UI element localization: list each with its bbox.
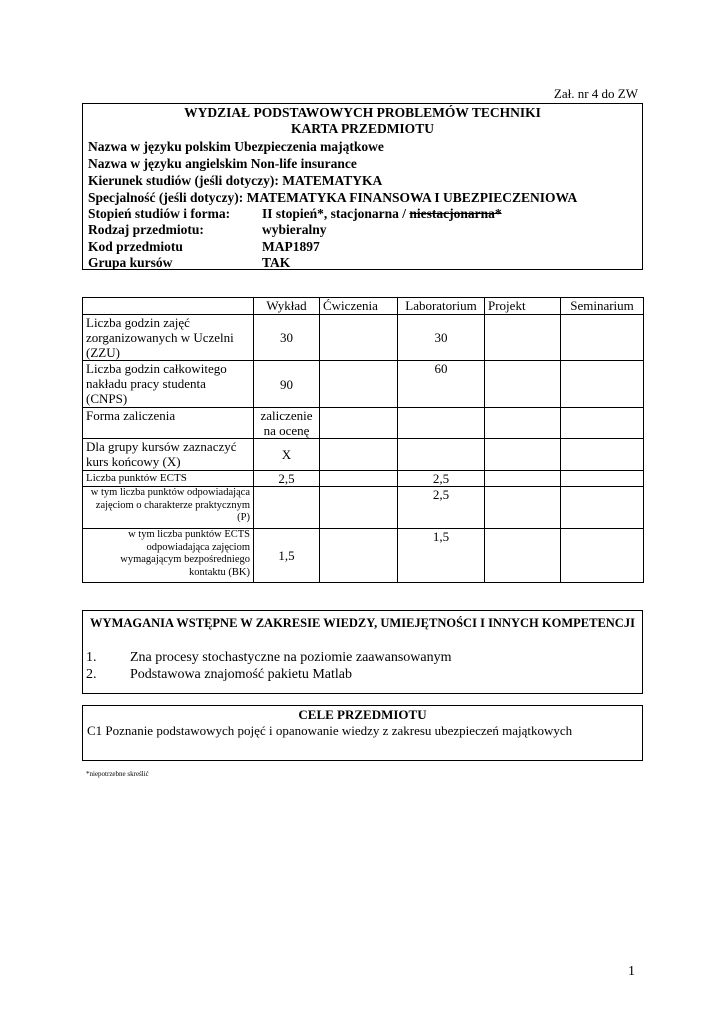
- degree-label: Stopień studiów i forma:: [88, 206, 231, 221]
- course-header-box: [82, 103, 643, 270]
- cell: [320, 439, 398, 471]
- cell: [398, 439, 485, 471]
- row-label: w tym liczba punktów odpowiadająca zajęciom o charakterze praktycznym (P): [83, 487, 254, 529]
- header-corner: [83, 298, 254, 315]
- cell: [254, 487, 320, 529]
- list-item: [86, 666, 352, 683]
- cell: 2,5: [398, 487, 485, 529]
- group-value: TAK: [262, 255, 291, 270]
- table-header-row: [83, 298, 644, 315]
- cell: [320, 315, 398, 361]
- cell: 90: [254, 361, 320, 408]
- cell: 2,5: [254, 471, 320, 487]
- code-row: [88, 238, 638, 255]
- cell: [485, 487, 561, 529]
- group-label: Grupa kursów: [88, 255, 173, 270]
- page-number: 1: [628, 964, 635, 979]
- name-pl: Nazwa w języku polskim Ubezpieczenia majątkowe: [88, 139, 384, 154]
- cell: [485, 529, 561, 583]
- table-row: [83, 471, 644, 487]
- row-label: Liczba punktów ECTS: [83, 471, 254, 487]
- cell: 30: [254, 315, 320, 361]
- col-header: Ćwiczenia: [320, 298, 398, 315]
- footnote: *niepotrzebne skreślić: [86, 770, 149, 778]
- faculty-title: WYDZIAŁ PODSTAWOWYCH PROBLEMÓW TECHNIKI: [184, 105, 541, 120]
- cell: [561, 439, 644, 471]
- col-header: Wykład: [254, 298, 320, 315]
- cell: 30: [398, 315, 485, 361]
- cell: [320, 529, 398, 583]
- card-title: KARTA PRZEDMIOTU: [291, 121, 434, 136]
- cell: zaliczenie na ocenę: [254, 408, 320, 439]
- specialty: Specjalność (jeśli dotyczy): MATEMATYKA FINANSOWA I UBEZPIECZENIOWA: [88, 190, 578, 205]
- cell: [320, 361, 398, 408]
- list-item-text: Podstawowa znajomość pakietu Matlab: [130, 667, 353, 682]
- cell: [561, 529, 644, 583]
- row-label: Dla grupy kursów zaznaczyć kurs końcowy (X): [83, 439, 254, 471]
- table-row: [83, 361, 644, 408]
- cell: [320, 487, 398, 529]
- cell: [485, 471, 561, 487]
- requirements-title: WYMAGANIA WSTĘPNE W ZAKRESIE WIEDZY, UMIEJĘTNOŚCI I INNYCH KOMPETENCJI: [90, 616, 635, 630]
- degree-struck: niestacjonarna*: [409, 206, 502, 221]
- cell: [485, 439, 561, 471]
- table-row: [83, 487, 644, 529]
- type-value: wybieralny: [262, 222, 327, 237]
- cell: 2,5: [398, 471, 485, 487]
- field-of-study: Kierunek studiów (jeśli dotyczy): MATEMATYKA: [88, 173, 383, 188]
- table-row: [83, 315, 644, 361]
- goal-c1: C1 Poznanie podstawowych pojęć i opanowanie wiedzy z zakresu ubezpieczeń majątkowych: [87, 723, 573, 738]
- cell: [485, 315, 561, 361]
- col-header: Laboratorium: [398, 298, 485, 315]
- cell: [485, 408, 561, 439]
- requirements-box: [82, 610, 643, 694]
- col-header: Projekt: [485, 298, 561, 315]
- cell: [320, 408, 398, 439]
- code-label: Kod przedmiotu: [88, 239, 183, 254]
- col-header: Seminarium: [561, 298, 644, 315]
- row-label: w tym liczba punktów ECTS odpowiadająca zajęciom wymagającym bezpośredniego kontaktu (BK): [83, 529, 254, 583]
- cell: 60: [398, 361, 485, 408]
- cell: [561, 408, 644, 439]
- type-row: [88, 221, 638, 238]
- cell: [320, 471, 398, 487]
- type-label: Rodzaj przedmiotu:: [88, 222, 204, 237]
- cell: [561, 487, 644, 529]
- row-label: Forma zaliczenia: [83, 408, 254, 439]
- table-row: [83, 408, 644, 439]
- hours-table: [82, 297, 644, 583]
- cell: [485, 361, 561, 408]
- list-item-number: 1.: [86, 650, 97, 665]
- row-label: Liczba godzin całkowitego nakładu pracy studenta (CNPS): [83, 361, 254, 408]
- cell: [561, 315, 644, 361]
- row-label: Liczba godzin zajęć zorganizowanych w Uczelni (ZZU): [83, 315, 254, 361]
- degree-row: [88, 205, 638, 222]
- goals-box: [82, 705, 643, 761]
- cell: 1,5: [254, 529, 320, 583]
- name-en: Nazwa w języku angielskim Non-life insurance: [88, 156, 357, 171]
- goals-title: CELE PRZEDMIOTU: [298, 707, 427, 722]
- cell: [561, 471, 644, 487]
- cell: [398, 408, 485, 439]
- list-item-text: Zna procesy stochastyczne na poziomie zaawansowanym: [130, 650, 452, 665]
- code-value: MAP1897: [262, 239, 320, 254]
- cell: [561, 361, 644, 408]
- cell: X: [254, 439, 320, 471]
- annex-label: Zał. nr 4 do ZW: [553, 86, 638, 101]
- list-item-number: 2.: [86, 667, 97, 682]
- cell: 1,5: [398, 529, 485, 583]
- list-item: [86, 649, 452, 666]
- table-row: [83, 529, 644, 583]
- group-row: [88, 254, 638, 271]
- table-row: [83, 439, 644, 471]
- degree-value: II stopień*, stacjonarna / niestacjonarna*: [262, 206, 502, 221]
